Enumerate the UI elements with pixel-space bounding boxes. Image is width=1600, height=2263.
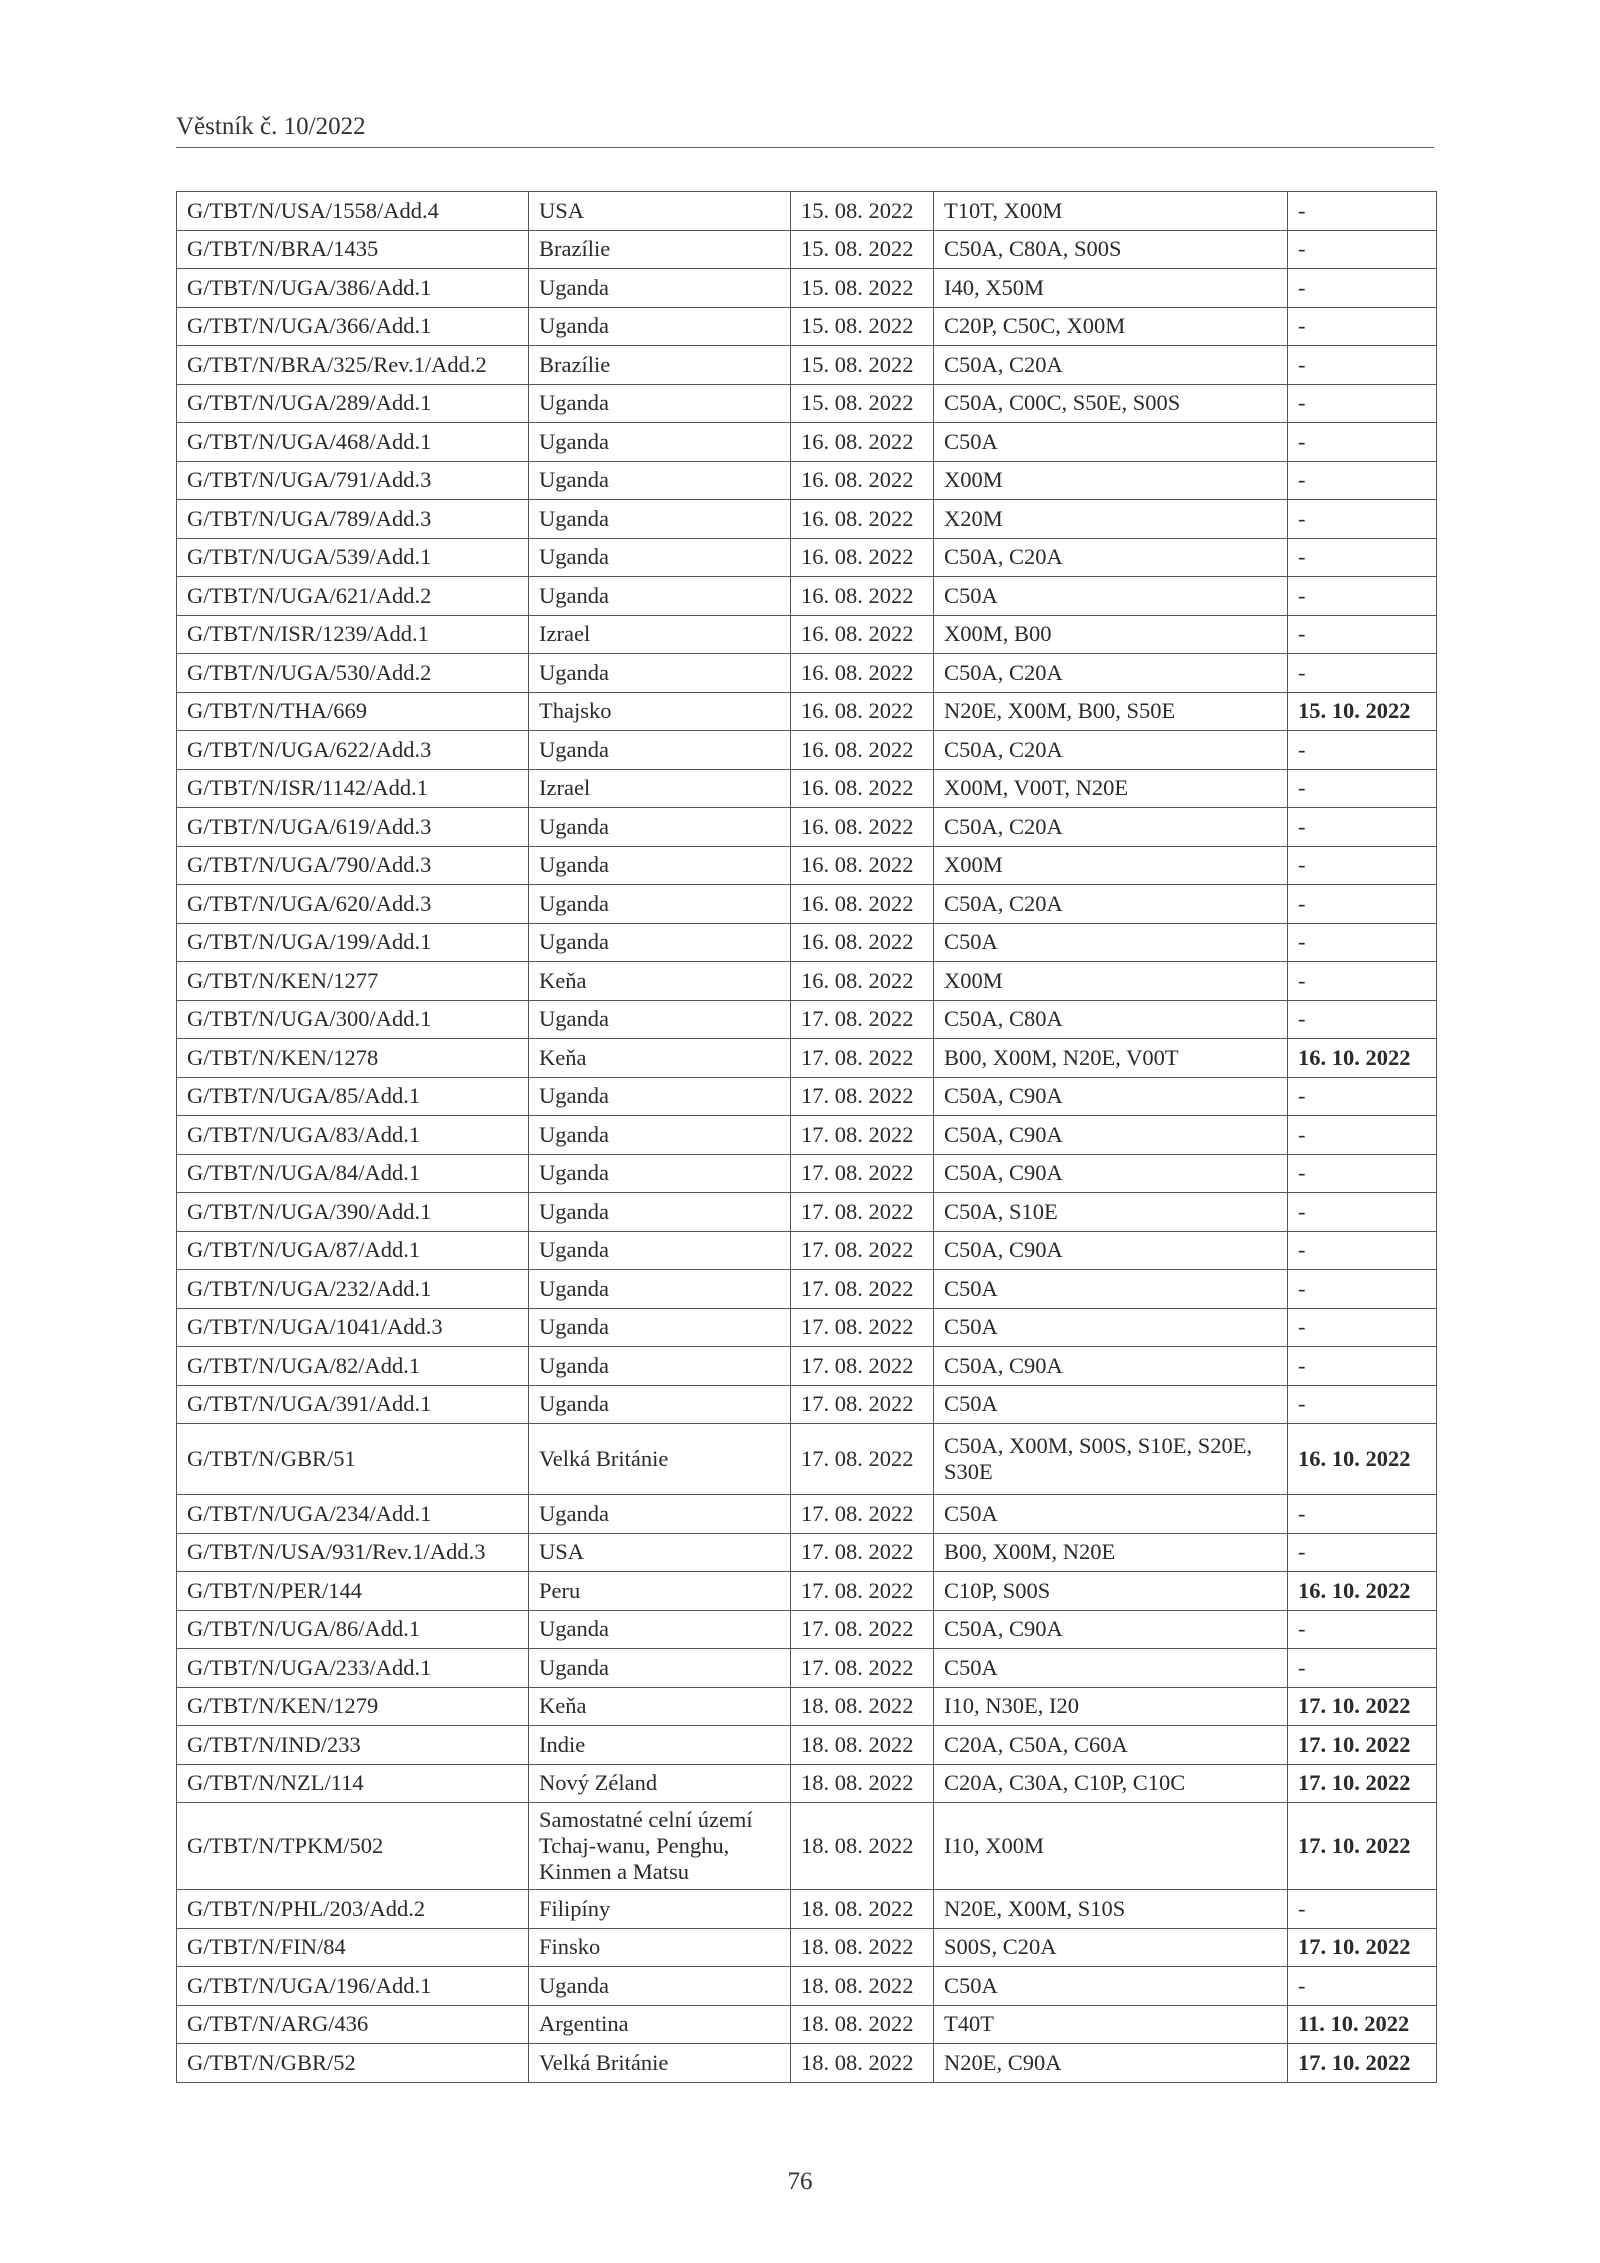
document-symbol-cell: G/TBT/N/UGA/289/Add.1	[177, 384, 529, 423]
ics-codes-cell: N20E, X00M, B00, S50E	[934, 692, 1288, 731]
deadline-cell: -	[1288, 1308, 1437, 1347]
member-cell: Uganda	[529, 923, 791, 962]
deadline-cell: 17. 10. 2022	[1288, 1928, 1437, 1967]
date-cell: 16. 08. 2022	[791, 962, 934, 1001]
member-cell: Uganda	[529, 1000, 791, 1039]
deadline-cell: -	[1288, 769, 1437, 808]
table-row	[177, 654, 1437, 693]
deadline-cell: -	[1288, 654, 1437, 693]
notifications-table-body	[177, 192, 1437, 2083]
document-symbol-cell: G/TBT/N/UGA/468/Add.1	[177, 423, 529, 462]
ics-codes-cell: X00M	[934, 846, 1288, 885]
table-row	[177, 1193, 1437, 1232]
deadline-cell: -	[1288, 1270, 1437, 1309]
member-cell: Uganda	[529, 577, 791, 616]
date-cell: 17. 08. 2022	[791, 1533, 934, 1572]
date-cell: 17. 08. 2022	[791, 1270, 934, 1309]
document-symbol-cell: G/TBT/N/UGA/232/Add.1	[177, 1270, 529, 1309]
member-cell: Uganda	[529, 1967, 791, 2006]
member-cell: Uganda	[529, 654, 791, 693]
member-cell: Samostatné celní území Tchaj-wanu, Penghu, Kinmen a Matsu	[529, 1803, 791, 1890]
deadline-cell: -	[1288, 1385, 1437, 1424]
table-row	[177, 731, 1437, 770]
member-cell: Uganda	[529, 1231, 791, 1270]
ics-codes-cell: C50A, C90A	[934, 1231, 1288, 1270]
deadline-cell: 17. 10. 2022	[1288, 2044, 1437, 2083]
member-cell: Uganda	[529, 538, 791, 577]
table-row	[177, 1764, 1437, 1803]
date-cell: 17. 08. 2022	[791, 1572, 934, 1611]
deadline-cell: 17. 10. 2022	[1288, 1687, 1437, 1726]
member-cell: Uganda	[529, 269, 791, 308]
ics-codes-cell: C50A, C90A	[934, 1347, 1288, 1386]
table-row	[177, 2005, 1437, 2044]
table-row	[177, 769, 1437, 808]
ics-codes-cell: S00S, C20A	[934, 1928, 1288, 1967]
member-cell: Thajsko	[529, 692, 791, 731]
document-symbol-cell: G/TBT/N/USA/931/Rev.1/Add.3	[177, 1533, 529, 1572]
date-cell: 18. 08. 2022	[791, 2044, 934, 2083]
ics-codes-cell: C50A, C20A	[934, 731, 1288, 770]
member-cell: Uganda	[529, 808, 791, 847]
document-symbol-cell: G/TBT/N/PHL/203/Add.2	[177, 1890, 529, 1929]
ics-codes-cell: C50A, C90A	[934, 1116, 1288, 1155]
table-row	[177, 1928, 1437, 1967]
table-row	[177, 1687, 1437, 1726]
ics-codes-cell: C50A, C20A	[934, 808, 1288, 847]
member-cell: Uganda	[529, 1610, 791, 1649]
table-row	[177, 538, 1437, 577]
publication-title: Věstník č. 10/2022	[176, 113, 366, 140]
date-cell: 16. 08. 2022	[791, 692, 934, 731]
deadline-cell: -	[1288, 808, 1437, 847]
member-cell: Brazílie	[529, 346, 791, 385]
date-cell: 18. 08. 2022	[791, 1967, 934, 2006]
deadline-cell: -	[1288, 1116, 1437, 1155]
date-cell: 16. 08. 2022	[791, 654, 934, 693]
table-row	[177, 1533, 1437, 1572]
deadline-cell: -	[1288, 192, 1437, 231]
ics-codes-cell: C50A	[934, 1308, 1288, 1347]
deadline-cell: -	[1288, 307, 1437, 346]
table-row	[177, 885, 1437, 924]
document-symbol-cell: G/TBT/N/UGA/539/Add.1	[177, 538, 529, 577]
member-cell: Uganda	[529, 500, 791, 539]
table-row	[177, 1649, 1437, 1688]
deadline-cell: -	[1288, 269, 1437, 308]
ics-codes-cell: I10, N30E, I20	[934, 1687, 1288, 1726]
table-row	[177, 1967, 1437, 2006]
table-row	[177, 1077, 1437, 1116]
ics-codes-cell: C20A, C50A, C60A	[934, 1726, 1288, 1765]
ics-codes-cell: X00M	[934, 461, 1288, 500]
document-symbol-cell: G/TBT/N/UGA/84/Add.1	[177, 1154, 529, 1193]
member-cell: Uganda	[529, 423, 791, 462]
ics-codes-cell: C20A, C30A, C10P, C10C	[934, 1764, 1288, 1803]
table-row	[177, 1039, 1437, 1078]
table-row	[177, 1890, 1437, 1929]
table-row	[177, 461, 1437, 500]
table-row	[177, 1572, 1437, 1611]
ics-codes-cell: C50A	[934, 577, 1288, 616]
document-symbol-cell: G/TBT/N/ARG/436	[177, 2005, 529, 2044]
document-symbol-cell: G/TBT/N/UGA/300/Add.1	[177, 1000, 529, 1039]
ics-codes-cell: T10T, X00M	[934, 192, 1288, 231]
date-cell: 17. 08. 2022	[791, 1385, 934, 1424]
deadline-cell: 16. 10. 2022	[1288, 1424, 1437, 1495]
date-cell: 16. 08. 2022	[791, 538, 934, 577]
document-symbol-cell: G/TBT/N/UGA/789/Add.3	[177, 500, 529, 539]
table-row	[177, 500, 1437, 539]
document-symbol-cell: G/TBT/N/GBR/52	[177, 2044, 529, 2083]
document-symbol-cell: G/TBT/N/UGA/85/Add.1	[177, 1077, 529, 1116]
document-symbol-cell: G/TBT/N/GBR/51	[177, 1424, 529, 1495]
ics-codes-cell: N20E, X00M, S10S	[934, 1890, 1288, 1929]
deadline-cell: 17. 10. 2022	[1288, 1803, 1437, 1890]
document-symbol-cell: G/TBT/N/UGA/83/Add.1	[177, 1116, 529, 1155]
deadline-cell: -	[1288, 538, 1437, 577]
deadline-cell: -	[1288, 1649, 1437, 1688]
document-symbol-cell: G/TBT/N/UGA/196/Add.1	[177, 1967, 529, 2006]
deadline-cell: -	[1288, 846, 1437, 885]
ics-codes-cell: C50A, C90A	[934, 1610, 1288, 1649]
deadline-cell: -	[1288, 731, 1437, 770]
member-cell: Uganda	[529, 731, 791, 770]
ics-codes-cell: C50A, C20A	[934, 654, 1288, 693]
date-cell: 16. 08. 2022	[791, 731, 934, 770]
table-row	[177, 1424, 1437, 1495]
table-row	[177, 1495, 1437, 1534]
document-symbol-cell: G/TBT/N/UGA/790/Add.3	[177, 846, 529, 885]
document-symbol-cell: G/TBT/N/UGA/619/Add.3	[177, 808, 529, 847]
member-cell: Uganda	[529, 1116, 791, 1155]
date-cell: 17. 08. 2022	[791, 1649, 934, 1688]
ics-codes-cell: I40, X50M	[934, 269, 1288, 308]
document-symbol-cell: G/TBT/N/IND/233	[177, 1726, 529, 1765]
table-row	[177, 1231, 1437, 1270]
deadline-cell: -	[1288, 1000, 1437, 1039]
ics-codes-cell: C50A, C20A	[934, 538, 1288, 577]
table-row	[177, 1308, 1437, 1347]
member-cell: Peru	[529, 1572, 791, 1611]
table-row	[177, 1347, 1437, 1386]
member-cell: Uganda	[529, 1077, 791, 1116]
document-symbol-cell: G/TBT/N/NZL/114	[177, 1764, 529, 1803]
member-cell: Izrael	[529, 769, 791, 808]
date-cell: 15. 08. 2022	[791, 269, 934, 308]
table-row	[177, 1803, 1437, 1890]
deadline-cell: 16. 10. 2022	[1288, 1039, 1437, 1078]
date-cell: 17. 08. 2022	[791, 1000, 934, 1039]
ics-codes-cell: B00, X00M, N20E	[934, 1533, 1288, 1572]
ics-codes-cell: C10P, S00S	[934, 1572, 1288, 1611]
table-row	[177, 1610, 1437, 1649]
deadline-cell: -	[1288, 384, 1437, 423]
document-symbol-cell: G/TBT/N/BRA/1435	[177, 230, 529, 269]
table-row	[177, 192, 1437, 231]
member-cell: Keňa	[529, 1687, 791, 1726]
table-row	[177, 384, 1437, 423]
document-symbol-cell: G/TBT/N/UGA/391/Add.1	[177, 1385, 529, 1424]
table-row	[177, 1385, 1437, 1424]
table-row	[177, 1154, 1437, 1193]
date-cell: 17. 08. 2022	[791, 1193, 934, 1232]
member-cell: Uganda	[529, 1385, 791, 1424]
date-cell: 18. 08. 2022	[791, 1687, 934, 1726]
date-cell: 16. 08. 2022	[791, 577, 934, 616]
ics-codes-cell: C50A	[934, 423, 1288, 462]
deadline-cell: -	[1288, 615, 1437, 654]
document-symbol-cell: G/TBT/N/UGA/621/Add.2	[177, 577, 529, 616]
ics-codes-cell: C50A	[934, 1385, 1288, 1424]
document-symbol-cell: G/TBT/N/KEN/1279	[177, 1687, 529, 1726]
date-cell: 16. 08. 2022	[791, 769, 934, 808]
document-symbol-cell: G/TBT/N/UGA/366/Add.1	[177, 307, 529, 346]
member-cell: Velká Británie	[529, 2044, 791, 2083]
ics-codes-cell: C20P, C50C, X00M	[934, 307, 1288, 346]
member-cell: Uganda	[529, 1649, 791, 1688]
date-cell: 17. 08. 2022	[791, 1424, 934, 1495]
date-cell: 17. 08. 2022	[791, 1495, 934, 1534]
ics-codes-cell: C50A, S10E	[934, 1193, 1288, 1232]
deadline-cell: -	[1288, 500, 1437, 539]
deadline-cell: -	[1288, 1231, 1437, 1270]
ics-codes-cell: C50A	[934, 1270, 1288, 1309]
date-cell: 15. 08. 2022	[791, 230, 934, 269]
deadline-cell: 17. 10. 2022	[1288, 1764, 1437, 1803]
date-cell: 17. 08. 2022	[791, 1308, 934, 1347]
deadline-cell: -	[1288, 1890, 1437, 1929]
date-cell: 17. 08. 2022	[791, 1077, 934, 1116]
deadline-cell: -	[1288, 346, 1437, 385]
ics-codes-cell: X00M, V00T, N20E	[934, 769, 1288, 808]
document-symbol-cell: G/TBT/N/UGA/233/Add.1	[177, 1649, 529, 1688]
table-row	[177, 269, 1437, 308]
page-header	[176, 113, 1434, 148]
date-cell: 17. 08. 2022	[791, 1610, 934, 1649]
deadline-cell: -	[1288, 423, 1437, 462]
deadline-cell: -	[1288, 923, 1437, 962]
document-symbol-cell: G/TBT/N/KEN/1277	[177, 962, 529, 1001]
document-symbol-cell: G/TBT/N/UGA/386/Add.1	[177, 269, 529, 308]
table-row	[177, 962, 1437, 1001]
document-symbol-cell: G/TBT/N/USA/1558/Add.4	[177, 192, 529, 231]
member-cell: Uganda	[529, 885, 791, 924]
member-cell: Argentina	[529, 2005, 791, 2044]
date-cell: 18. 08. 2022	[791, 1726, 934, 1765]
deadline-cell: -	[1288, 1077, 1437, 1116]
date-cell: 15. 08. 2022	[791, 384, 934, 423]
deadline-cell: -	[1288, 1495, 1437, 1534]
document-symbol-cell: G/TBT/N/UGA/234/Add.1	[177, 1495, 529, 1534]
deadline-cell: -	[1288, 461, 1437, 500]
member-cell: Keňa	[529, 962, 791, 1001]
table-row	[177, 230, 1437, 269]
date-cell: 16. 08. 2022	[791, 885, 934, 924]
deadline-cell: 17. 10. 2022	[1288, 1726, 1437, 1765]
member-cell: Indie	[529, 1726, 791, 1765]
table-row	[177, 808, 1437, 847]
ics-codes-cell: X20M	[934, 500, 1288, 539]
date-cell: 15. 08. 2022	[791, 307, 934, 346]
ics-codes-cell: I10, X00M	[934, 1803, 1288, 1890]
deadline-cell: -	[1288, 962, 1437, 1001]
member-cell: Filipíny	[529, 1890, 791, 1929]
date-cell: 18. 08. 2022	[791, 2005, 934, 2044]
document-symbol-cell: G/TBT/N/UGA/620/Add.3	[177, 885, 529, 924]
ics-codes-cell: C50A	[934, 1649, 1288, 1688]
table-row	[177, 846, 1437, 885]
date-cell: 16. 08. 2022	[791, 461, 934, 500]
ics-codes-cell: C50A	[934, 1967, 1288, 2006]
table-row	[177, 346, 1437, 385]
member-cell: Finsko	[529, 1928, 791, 1967]
document-symbol-cell: G/TBT/N/ISR/1239/Add.1	[177, 615, 529, 654]
date-cell: 18. 08. 2022	[791, 1764, 934, 1803]
member-cell: Nový Zéland	[529, 1764, 791, 1803]
deadline-cell: -	[1288, 1154, 1437, 1193]
deadline-cell: -	[1288, 1610, 1437, 1649]
deadline-cell: 11. 10. 2022	[1288, 2005, 1437, 2044]
ics-codes-cell: C50A, C90A	[934, 1077, 1288, 1116]
document-symbol-cell: G/TBT/N/THA/669	[177, 692, 529, 731]
table-row	[177, 2044, 1437, 2083]
member-cell: Uganda	[529, 1495, 791, 1534]
table-row	[177, 615, 1437, 654]
document-symbol-cell: G/TBT/N/UGA/86/Add.1	[177, 1610, 529, 1649]
table-row	[177, 1000, 1437, 1039]
ics-codes-cell: C50A	[934, 923, 1288, 962]
ics-codes-cell: N20E, C90A	[934, 2044, 1288, 2083]
document-symbol-cell: G/TBT/N/PER/144	[177, 1572, 529, 1611]
table-row	[177, 1116, 1437, 1155]
member-cell: USA	[529, 1533, 791, 1572]
date-cell: 16. 08. 2022	[791, 923, 934, 962]
member-cell: USA	[529, 192, 791, 231]
member-cell: Uganda	[529, 1347, 791, 1386]
ics-codes-cell: X00M	[934, 962, 1288, 1001]
ics-codes-cell: X00M, B00	[934, 615, 1288, 654]
deadline-cell: -	[1288, 885, 1437, 924]
date-cell: 17. 08. 2022	[791, 1231, 934, 1270]
table-row	[177, 1726, 1437, 1765]
date-cell: 18. 08. 2022	[791, 1890, 934, 1929]
deadline-cell: -	[1288, 1967, 1437, 2006]
page-number: 76	[787, 2168, 813, 2195]
deadline-cell: -	[1288, 577, 1437, 616]
date-cell: 17. 08. 2022	[791, 1347, 934, 1386]
deadline-cell: -	[1288, 230, 1437, 269]
member-cell: Brazílie	[529, 230, 791, 269]
member-cell: Velká Británie	[529, 1424, 791, 1495]
member-cell: Uganda	[529, 307, 791, 346]
table-row	[177, 307, 1437, 346]
document-symbol-cell: G/TBT/N/UGA/199/Add.1	[177, 923, 529, 962]
date-cell: 17. 08. 2022	[791, 1154, 934, 1193]
deadline-cell: 15. 10. 2022	[1288, 692, 1437, 731]
document-symbol-cell: G/TBT/N/UGA/791/Add.3	[177, 461, 529, 500]
ics-codes-cell: C50A, C00C, S50E, S00S	[934, 384, 1288, 423]
table-row	[177, 923, 1437, 962]
date-cell: 15. 08. 2022	[791, 192, 934, 231]
date-cell: 18. 08. 2022	[791, 1803, 934, 1890]
date-cell: 17. 08. 2022	[791, 1039, 934, 1078]
date-cell: 16. 08. 2022	[791, 615, 934, 654]
date-cell: 15. 08. 2022	[791, 346, 934, 385]
member-cell: Uganda	[529, 846, 791, 885]
date-cell: 18. 08. 2022	[791, 1928, 934, 1967]
document-symbol-cell: G/TBT/N/UGA/622/Add.3	[177, 731, 529, 770]
ics-codes-cell: C50A, C90A	[934, 1154, 1288, 1193]
member-cell: Uganda	[529, 1308, 791, 1347]
document-symbol-cell: G/TBT/N/UGA/87/Add.1	[177, 1231, 529, 1270]
member-cell: Uganda	[529, 1193, 791, 1232]
document-symbol-cell: G/TBT/N/ISR/1142/Add.1	[177, 769, 529, 808]
ics-codes-cell: C50A, X00M, S00S, S10E, S20E, S30E	[934, 1424, 1288, 1495]
member-cell: Izrael	[529, 615, 791, 654]
document-symbol-cell: G/TBT/N/TPKM/502	[177, 1803, 529, 1890]
ics-codes-cell: C50A, C80A	[934, 1000, 1288, 1039]
document-symbol-cell: G/TBT/N/UGA/390/Add.1	[177, 1193, 529, 1232]
document-symbol-cell: G/TBT/N/BRA/325/Rev.1/Add.2	[177, 346, 529, 385]
ics-codes-cell: C50A	[934, 1495, 1288, 1534]
ics-codes-cell: B00, X00M, N20E, V00T	[934, 1039, 1288, 1078]
table-row	[177, 692, 1437, 731]
document-symbol-cell: G/TBT/N/KEN/1278	[177, 1039, 529, 1078]
deadline-cell: -	[1288, 1533, 1437, 1572]
member-cell: Uganda	[529, 384, 791, 423]
date-cell: 17. 08. 2022	[791, 1116, 934, 1155]
member-cell: Uganda	[529, 461, 791, 500]
table-row	[177, 423, 1437, 462]
table-row	[177, 577, 1437, 616]
document-symbol-cell: G/TBT/N/UGA/1041/Add.3	[177, 1308, 529, 1347]
date-cell: 16. 08. 2022	[791, 423, 934, 462]
member-cell: Keňa	[529, 1039, 791, 1078]
date-cell: 16. 08. 2022	[791, 500, 934, 539]
date-cell: 16. 08. 2022	[791, 846, 934, 885]
deadline-cell: 16. 10. 2022	[1288, 1572, 1437, 1611]
member-cell: Uganda	[529, 1154, 791, 1193]
notifications-table	[176, 191, 1437, 2083]
ics-codes-cell: C50A, C20A	[934, 885, 1288, 924]
ics-codes-cell: T40T	[934, 2005, 1288, 2044]
deadline-cell: -	[1288, 1193, 1437, 1232]
member-cell: Uganda	[529, 1270, 791, 1309]
ics-codes-cell: C50A, C20A	[934, 346, 1288, 385]
ics-codes-cell: C50A, C80A, S00S	[934, 230, 1288, 269]
deadline-cell: -	[1288, 1347, 1437, 1386]
document-symbol-cell: G/TBT/N/UGA/82/Add.1	[177, 1347, 529, 1386]
date-cell: 16. 08. 2022	[791, 808, 934, 847]
table-row	[177, 1270, 1437, 1309]
document-symbol-cell: G/TBT/N/UGA/530/Add.2	[177, 654, 529, 693]
document-symbol-cell: G/TBT/N/FIN/84	[177, 1928, 529, 1967]
